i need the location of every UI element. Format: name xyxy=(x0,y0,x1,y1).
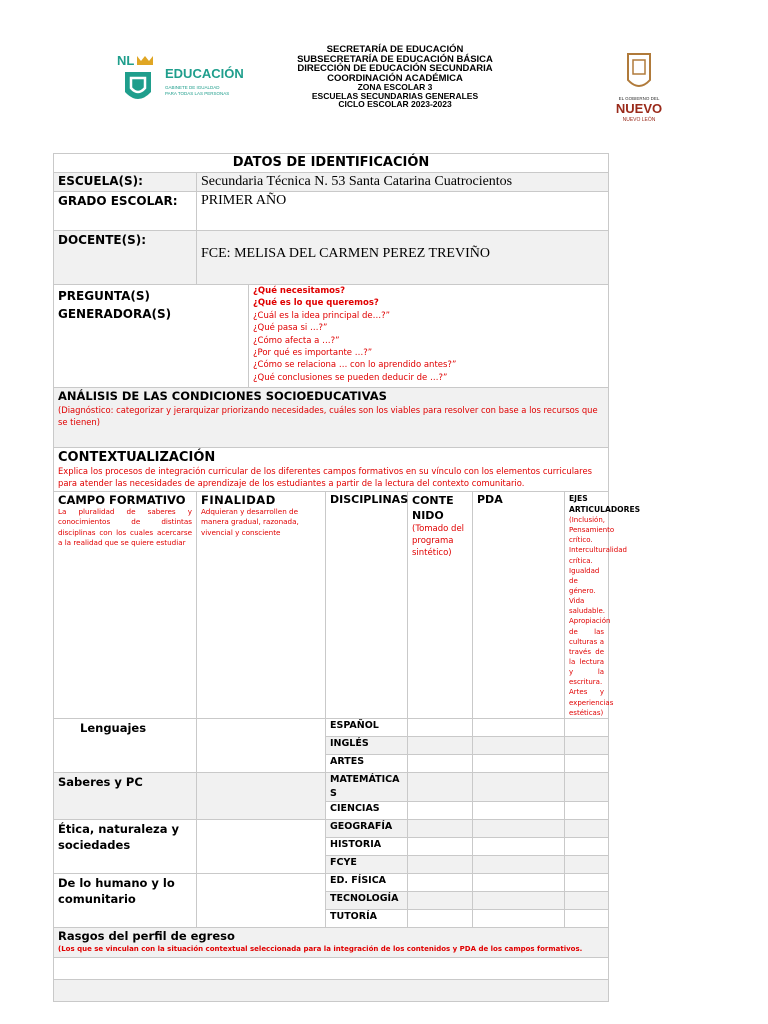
pda-cell[interactable] xyxy=(473,892,565,910)
subject-artes: ARTES xyxy=(326,754,408,772)
rasgos-cell[interactable] xyxy=(54,928,609,958)
contexto-label: CONTEXTUALIZACIÓN xyxy=(58,450,216,465)
header-line: ESCUELAS SECUNDARIAS GENERALES xyxy=(311,90,479,101)
contenido-cell[interactable] xyxy=(408,838,473,856)
campo-saberes: Saberes y PC xyxy=(54,772,197,820)
analisis-cell[interactable] xyxy=(54,388,609,448)
pregunta-bold: ¿Qué es lo que queremos? xyxy=(253,298,379,309)
col-campo-header xyxy=(54,492,197,719)
ejes-cell[interactable] xyxy=(565,874,609,892)
logo-nl: NL xyxy=(117,53,135,68)
subject-espanol: ESPAÑOL xyxy=(326,718,408,736)
ejes-cell[interactable] xyxy=(565,820,609,838)
subject-ciencias: CIENCIAS xyxy=(326,802,408,820)
pda-cell[interactable] xyxy=(473,838,565,856)
finalidad-cell[interactable] xyxy=(197,718,326,772)
col-finalidad-header xyxy=(197,492,326,719)
logo-tagline-1: GABINETE DE IGUALDAD xyxy=(165,85,220,90)
rasgos-row-empty[interactable] xyxy=(54,980,609,1002)
pda-cell[interactable] xyxy=(473,802,565,820)
col-ejes-desc: (Inclusión, Pensamiento crítico. Interculturalidad crítica. Igualdad de género. Vida saludable. Apropiación de las culturas a través de la lectura y la escritura. Artes y experiencias estéticas) xyxy=(569,516,627,717)
pregunta-item: ¿Cuál es la idea principal de…?” xyxy=(253,310,391,321)
subject-geografia: GEOGRAFÍA xyxy=(326,820,408,838)
header-line: SUBSECRETARÍA DE EDUCACIÓN BÁSICA xyxy=(297,53,493,65)
grado-label: GRADO ESCOLAR: xyxy=(54,192,197,231)
contenido-cell[interactable] xyxy=(408,718,473,736)
pregunta-item: ¿Cómo se relaciona … con lo aprendido antes?” xyxy=(253,360,457,371)
pregunta-item: ¿Por qué es importante …?” xyxy=(253,348,373,359)
campo-humano: De lo humano y lo comunitario xyxy=(54,874,197,928)
pda-cell[interactable] xyxy=(473,754,565,772)
form-title: DATOS DE IDENTIFICACIÓN xyxy=(54,154,609,173)
pda-cell[interactable] xyxy=(473,856,565,874)
header-line: CICLO ESCOLAR 2023-2023 xyxy=(338,99,452,109)
contenido-cell[interactable] xyxy=(408,772,473,802)
ejes-cell[interactable] xyxy=(565,718,609,736)
ejes-cell[interactable] xyxy=(565,838,609,856)
escuela-value[interactable]: Secundaria Técnica N. 53 Santa Catarina Cuatrocientos xyxy=(197,173,609,192)
contenido-cell[interactable] xyxy=(408,910,473,928)
col-disciplinas-header: DISCIPLINAS xyxy=(326,492,408,719)
header-line: SECRETARÍA DE EDUCACIÓN xyxy=(326,44,464,55)
contexto-desc: Explica los procesos de integración curricular de los diferentes campos formativos en su vínculo con los elementos curriculares para atender las necesidades de aprendizaje de los estudiantes a partir de la lectura del contexto comunitario. xyxy=(58,466,592,488)
logo-nuevo: NUEVO xyxy=(615,101,663,116)
identification-form xyxy=(53,153,641,1002)
grado-value[interactable]: PRIMER AÑO xyxy=(197,192,609,231)
col-pda-header: PDA xyxy=(473,492,565,719)
contenido-cell[interactable] xyxy=(408,736,473,754)
col-finalidad-label: FINALIDAD xyxy=(201,493,276,507)
ejes-cell[interactable] xyxy=(565,754,609,772)
header-line: COORDINACIÓN ACADÉMICA xyxy=(327,72,463,84)
pda-cell[interactable] xyxy=(473,772,565,802)
col-campo-desc: La pluralidad de saberes y conocimientos de distintas disciplinas con los cuales acercarse a la realidad que se quiere estudiar xyxy=(58,507,192,548)
ejes-cell[interactable] xyxy=(565,802,609,820)
contenido-cell[interactable] xyxy=(408,802,473,820)
pda-cell[interactable] xyxy=(473,874,565,892)
subject-ed-fisica: ED. FÍSICA xyxy=(326,874,408,892)
finalidad-cell[interactable] xyxy=(197,772,326,820)
document-header xyxy=(260,45,530,109)
col-contenido-label: CONTENIDO xyxy=(412,494,454,522)
contenido-cell[interactable] xyxy=(408,820,473,838)
finalidad-cell[interactable] xyxy=(197,820,326,874)
campo-lenguajes: Lenguajes xyxy=(54,718,197,772)
logo-gobierno: EL GOBIERNO DEL xyxy=(618,96,660,101)
pregunta-item: ¿Qué conclusiones se pueden deducir de …?” xyxy=(253,372,448,383)
col-finalidad-desc: Adquieran y desarrollen de manera gradual, razonada, vivencial y consciente xyxy=(201,507,299,537)
logo-tagline-2: PARA TODAS LAS PERSONAS xyxy=(165,91,230,96)
pregunta-bold: ¿Qué necesitamos? xyxy=(253,286,346,296)
col-contenido-desc: (Tomado del programa sintético) xyxy=(412,524,465,558)
pregunta-label: PREGUNTA(S) GENERADORA(S) xyxy=(54,285,249,388)
subject-historia: HISTORIA xyxy=(326,838,408,856)
subject-ingles: INGLÉS xyxy=(326,736,408,754)
subject-tutoria: TUTORÍA xyxy=(326,910,408,928)
pda-cell[interactable] xyxy=(473,820,565,838)
analisis-label: ANÁLISIS DE LAS CONDICIONES SOCIOEDUCATIVAS xyxy=(58,389,387,403)
logo-nuevo-leon: NUEVO LEÓN xyxy=(622,117,656,122)
ejes-cell[interactable] xyxy=(565,910,609,928)
analisis-desc: (Diagnóstico: categorizar y jerarquizar priorizando necesidades, cuáles son los viables para resolver con base a los recursos que se tienen) xyxy=(58,405,598,427)
header-line: DIRECCIÓN DE EDUCACIÓN SECUNDARIA xyxy=(297,63,493,74)
contenido-cell[interactable] xyxy=(408,856,473,874)
subject-matematicas: MATEMÁTICAS xyxy=(326,772,408,802)
logo-brand: EDUCACIÓN xyxy=(165,66,244,81)
pda-cell[interactable] xyxy=(473,736,565,754)
pda-cell[interactable] xyxy=(473,910,565,928)
escuela-label: ESCUELA(S): xyxy=(54,173,197,192)
ejes-cell[interactable] xyxy=(565,892,609,910)
col-ejes-label: EJES ARTICULADORES xyxy=(569,494,641,514)
col-ejes-header xyxy=(565,492,641,719)
docente-value[interactable]: FCE: MELISA DEL CARMEN PEREZ TREVIÑO xyxy=(197,231,609,285)
ejes-cell[interactable] xyxy=(565,856,609,874)
ejes-cell[interactable] xyxy=(565,736,609,754)
educacion-logo xyxy=(113,52,253,110)
docente-label: DOCENTE(S): xyxy=(54,231,197,285)
contenido-cell[interactable] xyxy=(408,754,473,772)
contexto-cell[interactable] xyxy=(54,448,609,492)
col-contenido-header xyxy=(408,492,473,719)
pregunta-item: ¿Qué pasa si …?” xyxy=(253,323,328,334)
rasgos-desc: (Los que se vinculan con la situación contextual seleccionada para la integración de los contenidos y PDA de los campos formativos. xyxy=(58,945,583,954)
rasgos-label: Rasgos del perfil de egreso xyxy=(58,929,235,944)
nuevo-leon-logo xyxy=(604,50,674,120)
subject-fcye: FCYE xyxy=(326,856,408,874)
pregunta-item: ¿Cómo afecta a …?” xyxy=(253,335,340,346)
campo-etica: Ética, naturaleza y sociedades xyxy=(54,820,197,874)
pda-cell[interactable] xyxy=(473,718,565,736)
rasgos-row-empty[interactable] xyxy=(54,958,609,980)
ejes-cell[interactable] xyxy=(565,772,609,802)
preguntas-cell[interactable] xyxy=(249,285,609,388)
finalidad-cell[interactable] xyxy=(197,874,326,928)
subject-tecnologia: TECNOLOGÍA xyxy=(326,892,408,910)
contenido-cell[interactable] xyxy=(408,892,473,910)
col-campo-label: CAMPO FORMATIVO xyxy=(58,493,186,507)
contenido-cell[interactable] xyxy=(408,874,473,892)
header-line: ZONA ESCOLAR 3 xyxy=(357,82,433,92)
